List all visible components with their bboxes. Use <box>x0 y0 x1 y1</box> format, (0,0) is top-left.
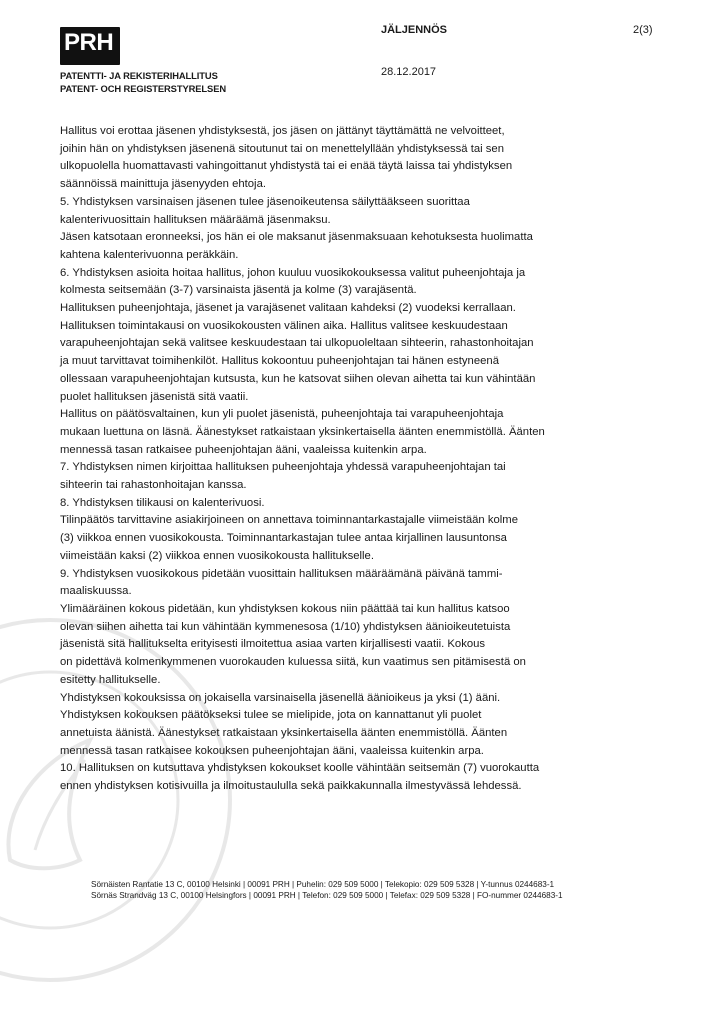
organization-name <box>60 69 226 95</box>
page-number: 2(3) <box>633 24 653 36</box>
body-line: viimeistään kaksi (2) viikkoa ennen vuosikokousta hallitukselle. <box>60 549 374 562</box>
footer <box>91 879 563 901</box>
body-line: mennessä tasan ratkaisee puheenjohtajan ääni, vaaleissa kuitenkin arpa. <box>60 443 427 456</box>
body-line: 5. Yhdistyksen varsinaisen jäsenen tulee jäsenoikeutensa säilyttääkseen suorittaa <box>60 195 470 208</box>
body-line: ollessaan varapuheenjohtajan kutsusta, kun he katsovat siihen olevan aihetta tai kun vähintään <box>60 372 536 385</box>
body-line: 9. Yhdistyksen vuosikokous pidetään vuosittain hallituksen määräämänä päivänä tammi- <box>60 567 503 580</box>
document-body <box>60 123 670 796</box>
body-line: 10. Hallituksen on kutsuttava yhdistyksen kokoukset koolle vähintään seitsemän (7) vuorokautta <box>60 762 540 775</box>
body-line: varapuheenjohtajan sekä valitsee keskuudestaan tai ulkopuoleltaan sihteerin, rahastonhoitajan <box>60 337 534 350</box>
body-line: ulkopuolella huomattavasti vahingoittanut yhdistystä tai ei enää täytä laissa tai yhdistyksen <box>60 160 513 173</box>
body-line: ennen yhdistyksen kotisivuilla ja ilmoitustaululla sekä paikkakunnalla ilmestyvässä lehdessä. <box>60 780 522 793</box>
body-line: kolmesta seitsemään (3-7) varsinaista jäsentä ja kolme (3) varajäsentä. <box>60 284 417 297</box>
body-line: sihteerin tai rahastonhoitajan kanssa. <box>60 479 247 492</box>
body-line: 8. Yhdistyksen tilikausi on kalenterivuosi. <box>60 496 265 509</box>
body-line: Hallituksen puheenjohtaja, jäsenet ja varajäsenet valitaan kahdeksi (2) vuodeksi kerrallaan. <box>60 302 516 315</box>
body-line: Hallitus on päätösvaltainen, kun yli puolet jäsenistä, puheenjohtaja tai varapuheenjohtaja <box>60 408 504 421</box>
body-line: ja muut tarvittavat toimihenkilöt. Hallitus kokoontuu puheenjohtajan tai hänen estyneenä <box>60 355 499 368</box>
body-line: kahtena kalenterivuonna peräkkäin. <box>60 248 239 261</box>
body-line: joihin hän on yhdistyksen jäsenenä sitoutunut tai on menettelyllään yhdistyksessä tai sen <box>60 142 504 155</box>
body-line: Yhdistyksen kokouksissa on jokaisella varsinaisella jäsenellä äänioikeus ja yksi (1) ääni. <box>60 691 501 704</box>
body-line: Tilinpäätös tarvittavine asiakirjoineen on annettava toiminnantarkastajalle viimeistään kolme <box>60 514 518 527</box>
body-line: esitetty hallitukselle. <box>60 673 161 686</box>
body-line: mukaan luettuna on läsnä. Äänestykset ratkaistaan yksinkertaisella äänten enemmistöllä. Äänten <box>60 425 545 438</box>
body-line: säännöissä mainittuja jäsenyyden ehtoja. <box>60 178 266 191</box>
body-line: olevan siihen aihetta tai kun vähintään kymmenesosa (1/10) yhdistyksen äänioikeutetuista <box>60 620 511 633</box>
prh-logo <box>60 27 120 65</box>
body-line: maaliskuussa. <box>60 585 132 598</box>
body-line: (3) viikkoa ennen vuosikokousta. Toiminnantarkastajan tulee antaa kirjallinen lausuntonsa <box>60 532 507 545</box>
footer-address-fi: Sörnäisten Rantatie 13 C, 00100 Helsinki | 00091 PRH | Puhelin: 029 509 5000 | Telekopio: 029 509 5328 | Y-tunnus 0244683-1 <box>91 880 555 889</box>
org-name-sv: PATENT- OCH REGISTERSTYRELSEN <box>60 83 227 94</box>
document-type: JÄLJENNÖS <box>381 24 448 36</box>
logo-text: PRH <box>64 29 114 56</box>
body-line: on pidettävä kolmenkymmenen vuorokauden kuluessa siitä, kun vaatimus sen pitämisestä on <box>60 656 526 669</box>
org-name-fi: PATENTTI- JA REKISTERIHALLITUS <box>60 70 218 81</box>
document-date: 28.12.2017 <box>381 66 437 78</box>
body-line: jäsenistä sitä hallitukselta erityisesti ilmoitettua asiaa varten kirjallisesti vaatii. Kokous <box>60 638 486 651</box>
body-line: Jäsen katsotaan eronneeksi, jos hän ei ole maksanut jäsenmaksuaan kehotuksesta huolimatta <box>60 231 533 244</box>
body-line: Yhdistyksen kokouksen päätökseksi tulee se mielipide, jota on kannattanut yli puolet <box>60 709 482 722</box>
body-line: mennessä tasan ratkaisee kokouksen puheenjohtajan ääni, vaaleissa kuitenkin arpa. <box>60 744 484 757</box>
body-line: Hallituksen toimintakausi on vuosikokousten välinen aika. Hallitus valitsee keskuudestaan <box>60 319 508 332</box>
body-line: kalenterivuosittain hallituksen määräämä jäsenmaksu. <box>60 213 331 226</box>
body-line: Ylimääräinen kokous pidetään, kun yhdistyksen kokous niin päättää tai kun hallitus katsoo <box>60 602 510 615</box>
body-line: annetuista äänistä. Äänestykset ratkaistaan yksinkertaisella äänten enemmistöllä. Äänten <box>60 726 508 739</box>
body-line: Hallitus voi erottaa jäsenen yhdistyksestä, jos jäsen on jättänyt täyttämättä ne velvoitteet, <box>60 125 505 137</box>
body-line: 6. Yhdistyksen asioita hoitaa hallitus, johon kuuluu vuosikokouksessa valitut puheenjohtaja ja <box>60 266 526 279</box>
body-line: 7. Yhdistyksen nimen kirjoittaa hallituksen puheenjohtaja yhdessä varapuheenjohtajan tai <box>60 461 506 474</box>
footer-address-sv: Sörnäs Strandväg 13 C, 00100 Helsingfors | 00091 PRH | Telefon: 029 509 5000 | Telefax: 029 509 5328 | FO-nummer 0244683-1 <box>91 891 563 900</box>
body-line: puolet hallituksen jäsenistä sitä vaatii. <box>60 390 249 403</box>
